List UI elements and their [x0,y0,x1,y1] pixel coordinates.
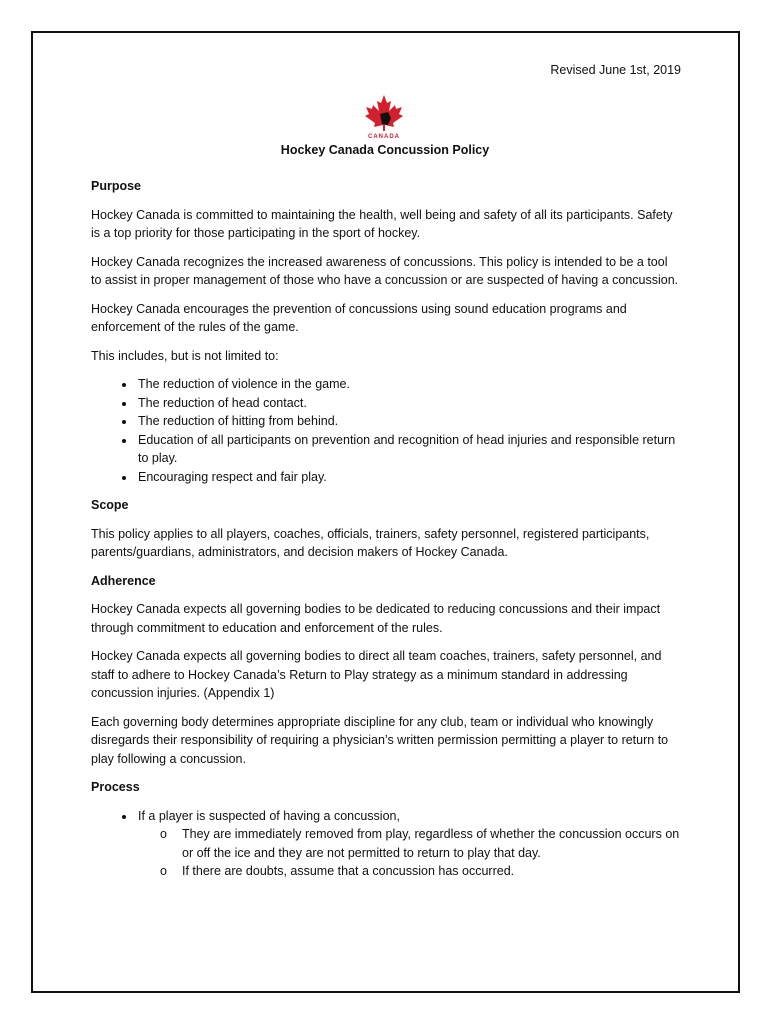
revised-date: Revised June 1st, 2019 [550,63,681,77]
document-body [91,177,681,891]
list-item: • The reduction of violence in the game. [136,375,681,394]
process-heading: Process [91,780,140,794]
list-item: • Education of all participants on prevention and recognition of head injuries and responsible return to play. [136,431,681,468]
hockey-canada-logo [358,94,410,140]
document-title: Hockey Canada Concussion Policy [280,143,490,157]
logo-wordmark: CANADA [368,134,400,140]
list-item [136,807,681,881]
process-list [91,807,681,881]
purpose-paragraph: Hockey Canada encourages the prevention of concussions using sound education programs and enforcement of the rules of the game. [91,301,627,334]
purpose-paragraph: Hockey Canada recognizes the increased awareness of concussions. This policy is intended to be a tool to assist in proper management of those who have a concussion or are suspected of having a concussion. [91,254,679,287]
adherence-paragraph: Hockey Canada expects all governing bodies to direct all team coaches, trainers, safety personnel, and staff to adhere to Hockey Canada’s Return to Play strategy as a minimum standard in addressing concussion injuries. (Appendix 1) [91,649,662,700]
scope-heading: Scope [91,498,129,512]
adherence-paragraph: Hockey Canada expects all governing bodies to be dedicated to reducing concussions and their impact through commitment to education and enforcement of the rules. [91,602,661,635]
list-item: • The reduction of head contact. [136,394,681,413]
sub-list-item: o If there are doubts, assume that a concussion has occurred. [160,862,681,881]
adherence-paragraph: Each governing body determines appropriate discipline for any club, team or individual who knowingly disregards their responsibility of requiring a physician’s written permission permitting a player to return to play following a concussion. [91,714,669,766]
purpose-paragraph: Hockey Canada is committed to maintaining the health, well being and safety of all its participants. Safety is a top priority for those participating in the sport of hockey. [91,207,673,240]
sub-list-item: o They are immediately removed from play, regardless of whether the concussion occurs on or off the ice and they are not permitted to return to play that day. [160,825,681,862]
purpose-heading: Purpose [91,179,142,193]
adherence-heading: Adherence [91,573,156,588]
list-item: • The reduction of hitting from behind. [136,412,681,431]
process-sub-list [138,825,681,881]
list-item: • Encouraging respect and fair play. [136,468,681,487]
purpose-paragraph: This includes, but is not limited to: [91,348,279,363]
prevention-list [91,375,681,486]
scope-paragraph: This policy applies to all players, coaches, officials, trainers, safety personnel, registered participants, parents/guardians, administrators, and decision makers of Hockey Canada. [91,526,650,559]
process-bullet-text: If a player is suspected of having a concussion, [138,808,400,823]
